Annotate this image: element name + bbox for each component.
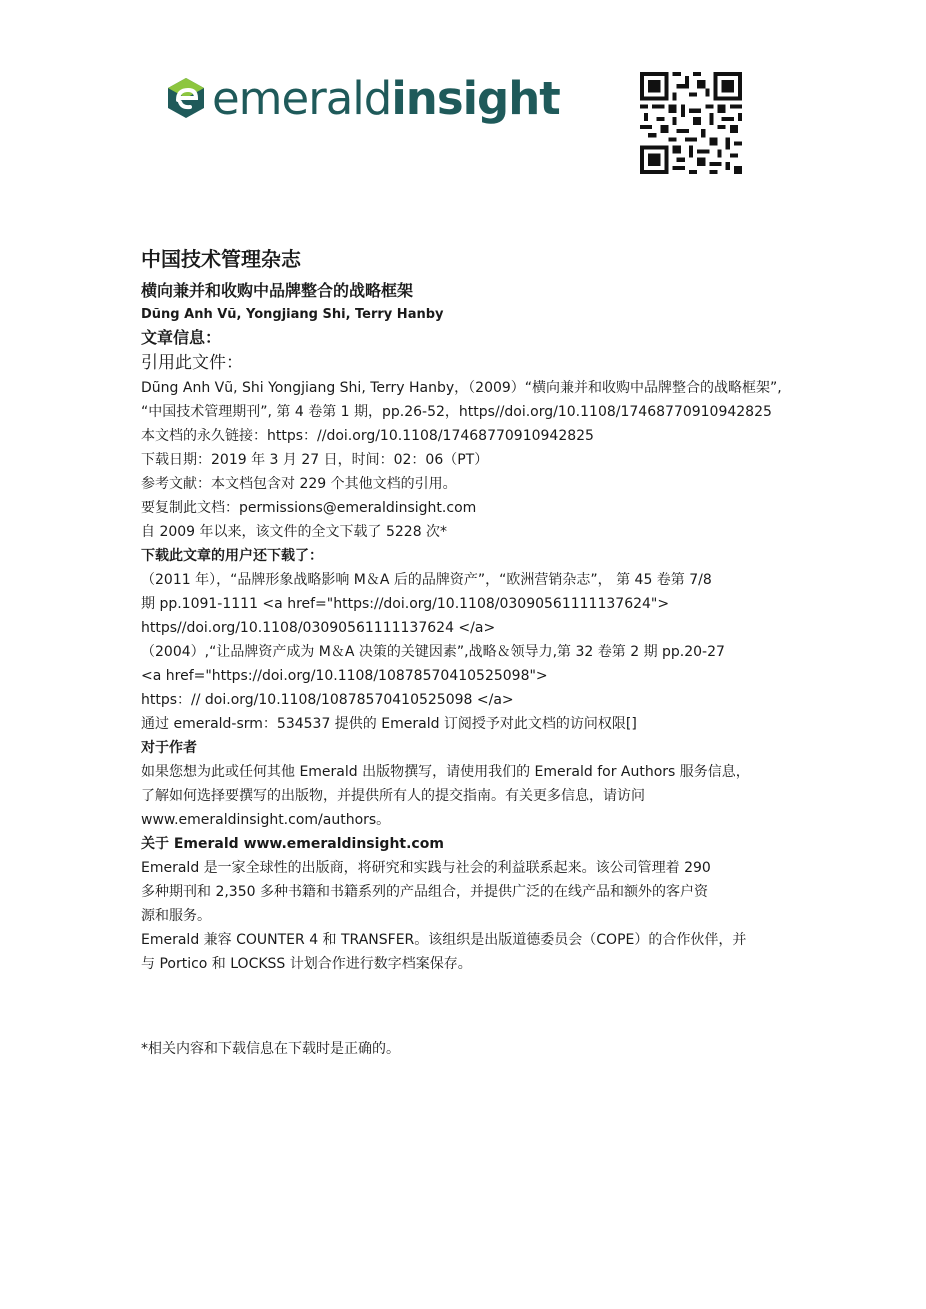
cover-page-content (141, 244, 801, 976)
page-header (0, 0, 926, 200)
for-authors-heading: 对于作者 (141, 740, 197, 756)
also-downloaded-heading: 下载此文章的用户还下载了： (141, 548, 323, 564)
citation-line[interactable]: “中国技术管理期刊”, 第 4 卷第 1 期，pp.26-52，https//doi.org/10.1108/17468770910942825 (141, 404, 772, 420)
related-article-1-link[interactable]: 期 pp.1091-1111 <a href="https://doi.org/10.1108/03090561111137624"> (141, 596, 670, 612)
download-date: 下载日期：2019 年 3 月 27 日，时间：02：06（PT） (141, 452, 489, 468)
about-emerald-text: 源和服务。 (141, 908, 211, 924)
citation-line: Dũng Anh Vũ, Shi Yongjiang Shi, Terry Hanby，（2009）“横向兼并和收购中品牌整合的战略框架”, (141, 380, 782, 396)
for-authors-text: 如果您想为此或任何其他 Emerald 出版物撰写，请使用我们的 Emerald for Authors 服务信息， (141, 764, 750, 780)
journal-title: 中国技术管理杂志 (141, 247, 301, 271)
related-article-2-link[interactable]: <a href="https://doi.org/10.1108/10878570410525098"> (141, 668, 548, 684)
access-info: 通过 emerald-srm：534537 提供的 Emerald 订阅授予对此文档的访问权限[] (141, 716, 637, 732)
qr-code-icon (640, 72, 742, 174)
logo-regular-text: emerald (212, 71, 392, 125)
footnote: *相关内容和下载信息在下载时是正确的。 (141, 1041, 400, 1057)
about-emerald-text: Emerald 是一家全球性的出版商，将研究和实践与社会的利益联系起来。该公司管理着 290 (141, 860, 711, 876)
references-count: 参考文献：本文档包含对 229 个其他文档的引用。 (141, 476, 457, 492)
permissions-contact[interactable]: 要复制此文档：permissions@emeraldinsight.com (141, 500, 477, 516)
article-authors: Dũng Anh Vũ, Yongjiang Shi, Terry Hanby (141, 307, 444, 322)
permalink[interactable]: 本文档的永久链接：https：//doi.org/10.1108/17468770910942825 (141, 428, 594, 444)
about-emerald-text: 与 Portico 和 LOCKSS 计划合作进行数字档案保存。 (141, 956, 472, 972)
article-info-heading: 文章信息： (141, 328, 222, 347)
related-article-2: （2004）,“让品牌资产成为 M＆A 决策的关键因素”,战略＆领导力,第 32 卷第 2 期 pp.20-27 (141, 644, 725, 660)
related-article-1: （2011 年），“品牌形象战略影响 M＆A 后的品牌资产”，“欧洲营销杂志”， 第 45 卷第 7/8 (141, 572, 712, 588)
about-emerald-text: Emerald 兼容 COUNTER 4 和 TRANSFER。该组织是出版道德委员会（COPE）的合作伙伴，并 (141, 932, 747, 948)
authors-link[interactable]: www.emeraldinsight.com/authors。 (141, 812, 391, 828)
related-article-2-doi[interactable]: https：// doi.org/10.1108/10878570410525098 </a> (141, 692, 514, 708)
emerald-logo-icon (166, 76, 206, 120)
for-authors-text: 了解如何选择要撰写的出版物，并提供所有人的提交指南。有关更多信息，请访问 (141, 788, 645, 804)
cite-heading: 引用此文件： (141, 353, 243, 373)
emerald-insight-logo[interactable] (166, 70, 560, 126)
article-title[interactable]: 横向兼并和收购中品牌整合的战略框架 (141, 281, 414, 300)
about-emerald-heading[interactable]: 关于 Emerald www.emeraldinsight.com (141, 836, 444, 852)
download-count: 自 2009 年以来，该文件的全文下载了 5228 次* (141, 524, 448, 540)
logo-wordmark (212, 71, 560, 125)
related-article-1-doi[interactable]: https//doi.org/10.1108/03090561111137624 </a> (141, 620, 496, 636)
about-emerald-text: 多种期刊和 2,350 多种书籍和书籍系列的产品组合，并提供广泛的在线产品和额外的客户资 (141, 884, 708, 900)
logo-bold-text: insight (391, 71, 560, 125)
